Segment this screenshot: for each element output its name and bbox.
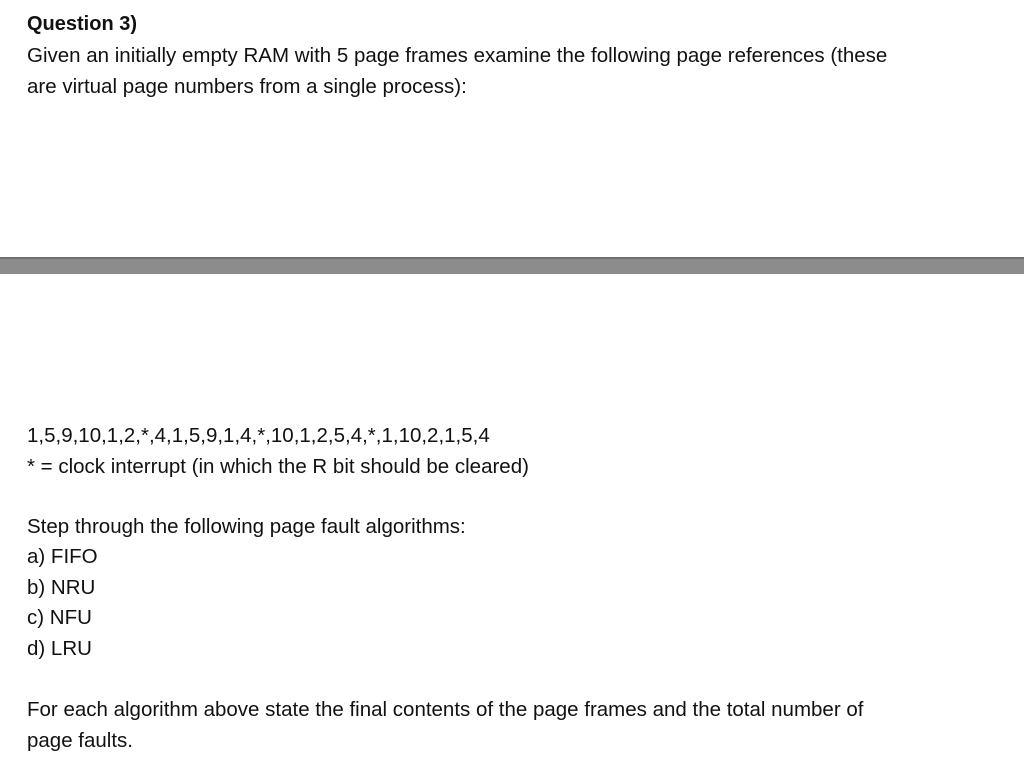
final-instruction-line-1: For each algorithm above state the final contents of the page frames and the total number of (27, 698, 864, 721)
page-reference-sequence: 1,5,9,10,1,2,*,4,1,5,9,1,4,*,10,1,2,5,4,*,1,10,2,1,5,4 (27, 424, 490, 447)
clock-interrupt-legend: * = clock interrupt (in which the R bit should be cleared) (27, 455, 529, 478)
instruction-text: Step through the following page fault algorithms: (27, 515, 466, 538)
algorithm-item-nru: b) NRU (27, 576, 96, 599)
section-divider (0, 257, 1024, 274)
algorithm-item-nfu: c) NFU (27, 606, 92, 629)
question-intro-line-2: are virtual page numbers from a single process): (27, 75, 467, 98)
question-intro-line-1: Given an initially empty RAM with 5 page frames examine the following page references (these (27, 44, 888, 67)
question-title: Question 3) (27, 13, 138, 35)
final-instruction-line-2: page faults. (27, 729, 133, 752)
algorithm-item-fifo: a) FIFO (27, 545, 98, 568)
algorithm-item-lru: d) LRU (27, 637, 92, 660)
